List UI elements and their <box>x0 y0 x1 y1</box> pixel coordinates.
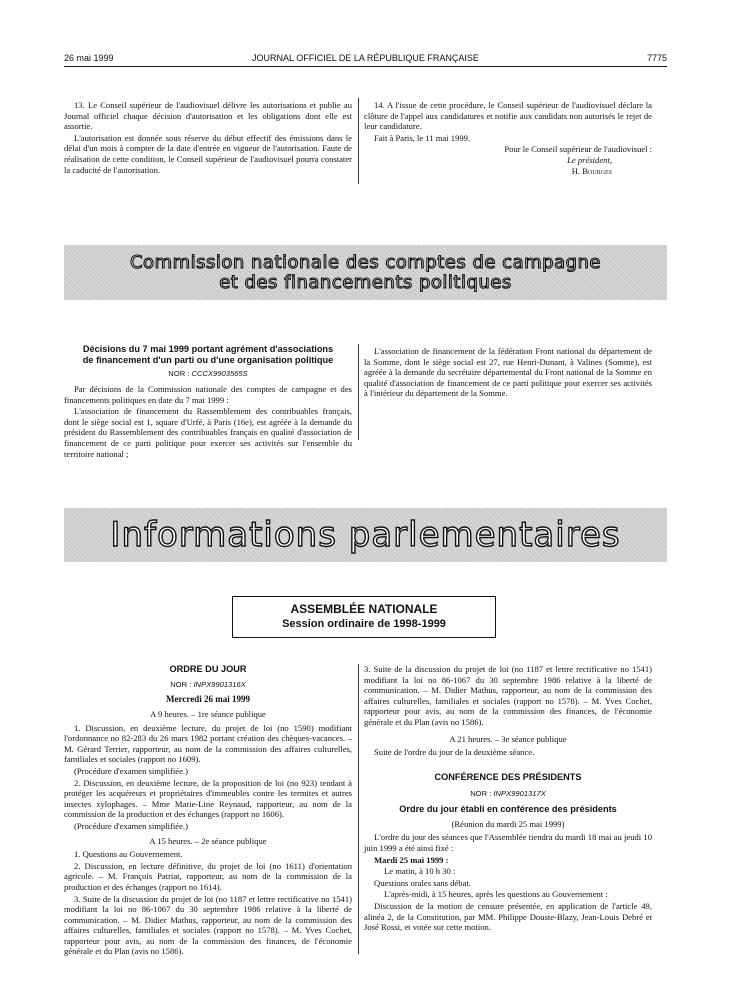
paragraph: Suite de l'ordre du jour de la deuxième séance. <box>374 747 535 758</box>
ordre-title: ORDRE DU JOUR <box>169 664 247 674</box>
assembly-box <box>232 596 496 638</box>
decision-title: Décisions du 7 mai 1999 portant agrément d'associations <box>82 344 334 354</box>
nor-value: INPX9901317X <box>493 788 546 798</box>
ordre-continuation <box>364 664 652 758</box>
session-time: A 9 heures. – 1re séance publique <box>150 709 266 719</box>
paragraph: 2. Discussion, en lecture définitive, du projet de loi (no 1611) d'orientation agricole. – M. François Patriat, rapporteur, au nom de la commission de la production et des échanges (rapport no 1614). <box>64 860 352 892</box>
banner-line: Informations parlementaires <box>110 515 621 555</box>
column-rule <box>358 664 359 954</box>
paragraph: Questions orales sans débat. <box>374 877 471 888</box>
banner-line: Commission nationale des comptes de campagne <box>129 251 602 273</box>
paragraph: 3. Suite de la discussion du projet de loi (no 1187 et lettre rectificative no 1541) modifiant la loi no 86-1067 du 30 septembre 1986 relative à la liberté de communication. – M. Didier Mathus, rapporteur, au nom de la commission des affaires culturelles, familiales et sociales (rapport no 1578). – M. Yves Cochet, rapporteur pour avis, au nom de la commission des finances, de l'économie générale et du Plan (avis no 1586). <box>64 893 352 957</box>
paragraph: 14. A l'issue de cette procédure, le Conseil supérieur de l'audiovisuel déclare la clôture de l'appel aux candidatures et notifie aux candidats non autorisés le rejet de leur candidature. <box>364 100 652 132</box>
page-number: 7775 <box>646 53 667 63</box>
ordre-text <box>64 709 352 957</box>
paragraph: L'association de financement du Rassemblement des contribuables français, dont le siège social est 1, square d'Urfé, à Paris (16e), est agréée à la demande du président du Rassemblement des contribuables français en qualité d'association de financement de ce parti politique pour exercer ses activités sur l'ensemble du territoire national ; <box>64 406 352 459</box>
journal-title: JOURNAL OFFICIEL DE LA RÉPUBLIQUE FRANÇAISE <box>252 53 479 63</box>
header-rule <box>64 66 667 67</box>
commission-text <box>64 384 352 459</box>
signature-line: Pour le Conseil supérieur de l'audiovisuel : <box>504 144 652 155</box>
assembly-title: ASSEMBLÉE NATIONALE <box>290 602 438 616</box>
paragraph: Par décisions de la Commission nationale des comptes de campagne et des financements politiques en date du 7 mai 1999 : <box>64 384 352 405</box>
decision-title: de financement d'un parti ou d'une organisation politique <box>82 355 334 365</box>
paragraph: L'autorisation est donnée sous réserve du début effectif des émissions dans le délai d'un mois à compter de la date d'entrée en vigueur de l'autorisation. Faute de réalisation de cette condition, le Conseil supérieur de l'audiovisuel pourra constater la caducité de l'autorisation. <box>64 132 352 175</box>
session-time: A 21 heures. – 3e séance publique <box>449 733 567 744</box>
paragraph: L'ordre du jour des séances que l'Assemblée tiendra du mardi 18 mai au jeudi 10 juin 1999 a été ainsi fixé : <box>364 832 652 853</box>
column-rule <box>358 344 359 440</box>
paragraph: L'association de financement de la fédération Front national du département de la Somme, dont le siège social est 27, rue Henri-Dunant, à Valines (Somme), est agréée à la demande du secrétaire départemental du Front national de la Somme en qualité d'association de financement de ce parti politique pour exercer ses activités à l'intérieur du département de la Somme. <box>364 346 652 399</box>
parliament-banner <box>64 508 667 562</box>
header-date: 26 mai 1999 <box>64 53 114 63</box>
banner-line: et des financements politiques <box>219 271 512 293</box>
paragraph: (Procédure d'examen simplifiée.) <box>74 765 188 776</box>
paragraph: 1. Questions au Gouvernement. <box>74 849 183 860</box>
nor-reference <box>64 680 352 689</box>
conference-subtitle: Ordre du jour établi en conférence des présidents <box>399 803 617 814</box>
conference-text <box>364 832 652 932</box>
conference-reunion: (Réunion du mardi 25 mai 1999) <box>451 818 565 829</box>
top-right-column <box>364 100 652 176</box>
ordre-left-column <box>64 664 352 957</box>
nor-reference <box>64 369 352 378</box>
nor-label: NOR : <box>170 680 192 689</box>
conference-day: Mardi 25 mai 1999 : <box>374 854 449 865</box>
ordre-right-column <box>364 664 652 934</box>
commission-banner <box>64 245 667 300</box>
paragraph: (Procédure d'examen simplifiée.) <box>74 820 188 831</box>
paragraph: 1. Discussion, en deuxième lecture, du projet de loi (no 1590) modifiant l'ordonnance no 82-283 du 26 mars 1982 portant création des chèques-vacances. – M. Gérard Terrier, rapporteur, au nom de la commission des affaires culturelles, familiales et sociales (rapport no 1609). <box>64 722 352 765</box>
session-time: A 15 heures. – 2e séance publique <box>149 835 267 846</box>
paragraph: 2. Discussion, en deuxième lecture, de la proposition de loi (no 923) tendant à protéger les acquéreurs et propriétaires d'immeubles contre les termites et autres insectes xylophages. – Mme Marie-Line Reynaud, rapporteur, au nom de la commission de la production et des échanges (rapport no 1606). <box>64 777 352 820</box>
paragraph: 13. Le Conseil supérieur de l'audiovisuel délivre les autorisations et publie au Journal officiel chaque décision d'autorisation et les obligations dont elle est assortie. <box>64 100 352 132</box>
nor-value: INPX9901316X <box>193 680 246 689</box>
nor-label: NOR : <box>470 788 492 798</box>
signature-name: H. Bourges <box>571 165 612 176</box>
paragraph: L'après-midi, à 15 heures, après les questions au Gouvernement : <box>384 889 608 900</box>
top-left-column <box>64 100 352 176</box>
paragraph: Le matin, à 10 h 30 : <box>384 866 456 877</box>
session-title: Session ordinaire de 1998-1999 <box>282 618 446 630</box>
signature-title: Le président, <box>567 154 612 165</box>
commission-right-column <box>364 346 652 400</box>
paragraph: 3. Suite de la discussion du projet de loi (no 1187 et lettre rectificative no 1541) modifiant la loi no 86-1067 du 30 septembre 1986 relative à la liberté de communication. – M. Didier Mathus, rapporteur, au nom de la commission des affaires culturelles, familiales et sociales (rapport no 1578). – M. Yves Cochet, rapporteur pour avis, au nom de la commission des finances, de l'économie générale et du Plan (avis no 1586). <box>364 664 652 727</box>
paragraph: Discussion de la motion de censure présentée, en application de l'article 49, alinéa 2, de la Constitution, par MM. Philippe Douste-Blazy, Jean-Louis Debré et José Rossi, et votée sur cette motion. <box>364 900 652 933</box>
nor-reference <box>364 789 652 798</box>
conference-title: CONFÉRENCE DES PRÉSIDENTS <box>434 771 582 782</box>
column-rule <box>358 98 359 184</box>
ordre-date: Mercredi 26 mai 1999 <box>166 694 250 704</box>
commission-left-column <box>64 344 352 459</box>
nor-label: NOR : <box>168 369 190 378</box>
nor-value: CCCX9903565S <box>191 369 248 378</box>
paragraph: Fait à Paris, le 11 mai 1999. <box>374 132 471 143</box>
